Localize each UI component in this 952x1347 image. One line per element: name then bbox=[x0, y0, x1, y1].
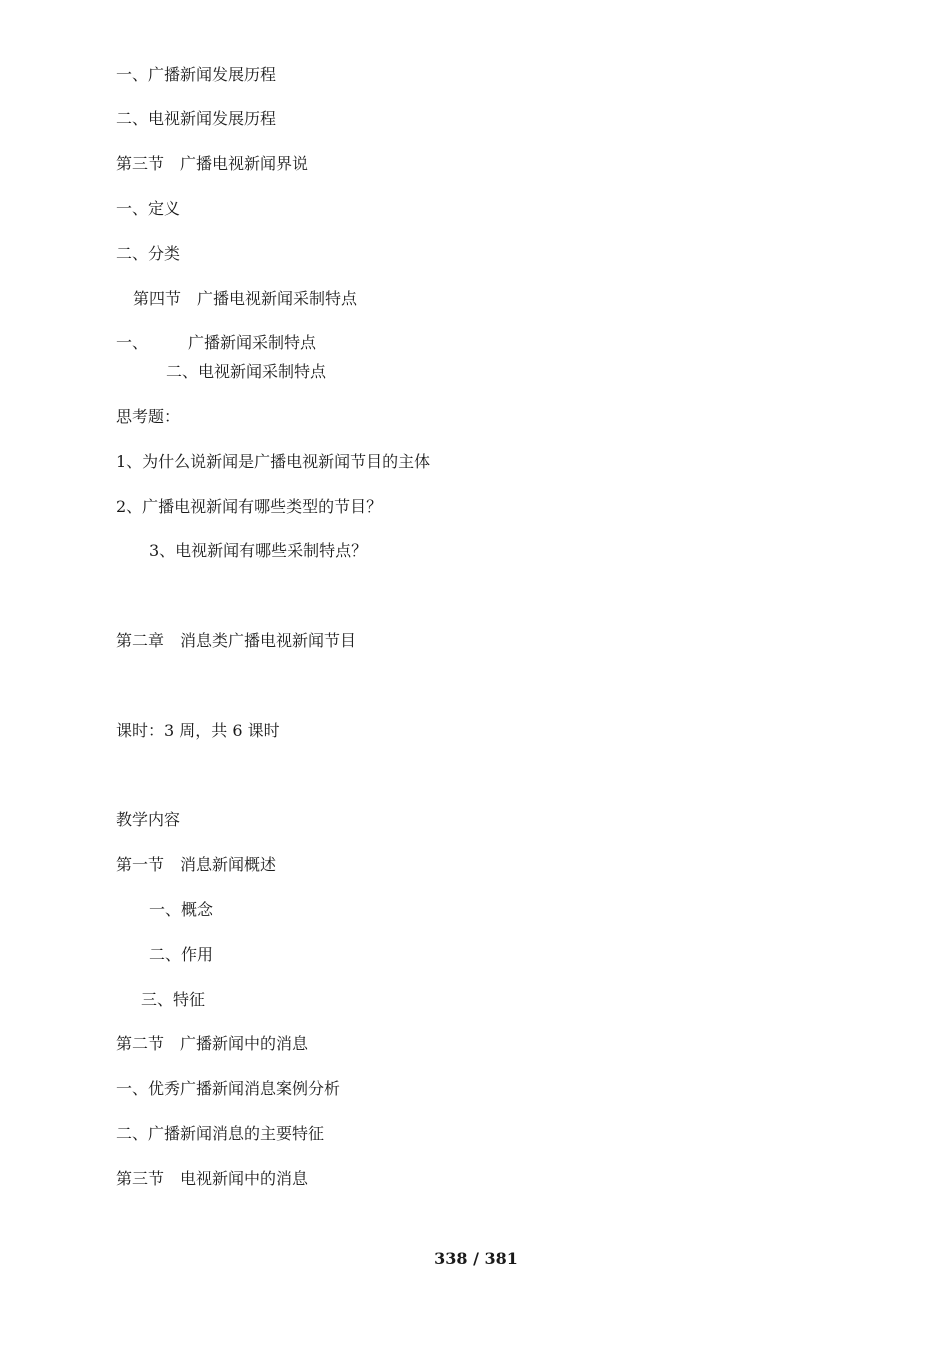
text-line: 二、电视新闻发展历程 bbox=[116, 109, 277, 128]
text-line: 二、电视新闻采制特点 bbox=[166, 362, 327, 381]
content-heading: 教学内容 bbox=[116, 810, 181, 829]
section-heading: 第四节 广播电视新闻采制特点 bbox=[133, 289, 358, 308]
text-line: 二、广播新闻消息的主要特征 bbox=[116, 1124, 325, 1143]
section-heading: 第二节 广播新闻中的消息 bbox=[116, 1034, 309, 1053]
section-heading: 第一节 消息新闻概述 bbox=[116, 855, 277, 874]
chapter-heading: 第二章 消息类广播电视新闻节目 bbox=[116, 631, 357, 650]
text-line: 三、特征 bbox=[141, 990, 206, 1009]
page-indicator: 338 / 381 bbox=[434, 1249, 518, 1268]
question-item: 3、电视新闻有哪些采制特点？ bbox=[149, 541, 368, 560]
questions-heading: 思考题： bbox=[116, 407, 181, 426]
text-line: 二、作用 bbox=[149, 945, 214, 964]
text-line: 一、定义 bbox=[116, 199, 181, 218]
section-heading: 第三节 广播电视新闻界说 bbox=[116, 154, 309, 173]
text-line: 一、广播新闻发展历程 bbox=[116, 65, 277, 84]
question-item: 1、为什么说新闻是广播电视新闻节目的主体 bbox=[116, 452, 431, 471]
class-hours: 课时：3 周，共 6 课时 bbox=[116, 721, 280, 740]
text-line: 一、优秀广播新闻消息案例分析 bbox=[116, 1079, 341, 1098]
text-line: 一、 广播新闻采制特点 bbox=[116, 333, 317, 352]
text-line: 一、概念 bbox=[149, 900, 214, 919]
question-item: 2、广播电视新闻有哪些类型的节目？ bbox=[116, 497, 383, 516]
section-heading: 第三节 电视新闻中的消息 bbox=[116, 1169, 309, 1188]
text-line: 二、分类 bbox=[116, 244, 181, 263]
